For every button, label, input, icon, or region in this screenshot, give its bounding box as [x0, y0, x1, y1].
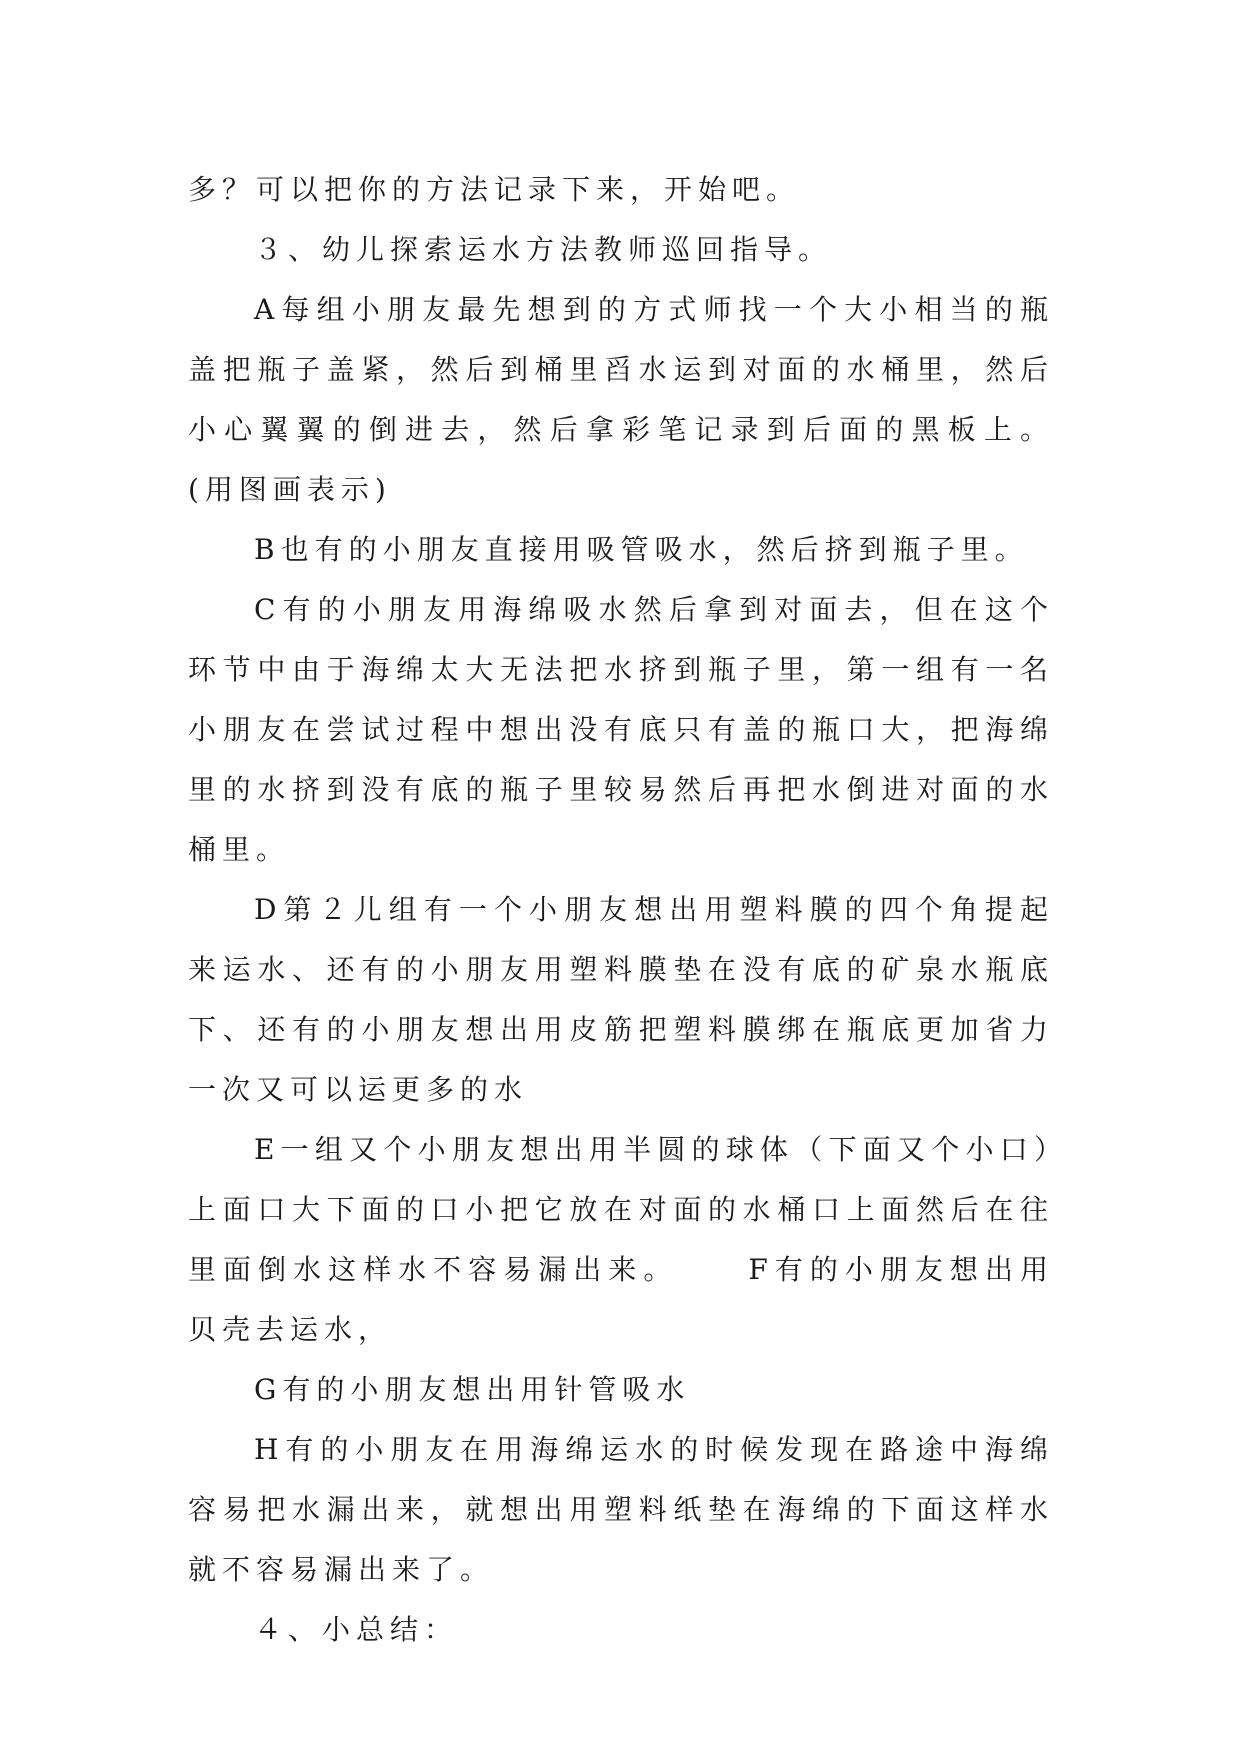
paragraph: C有的小朋友用海绵吸水然后拿到对面去，但在这个环节中由于海绵太大无法把水挤到瓶子里，第一组有一名小朋友在尝试过程中想出没有底只有盖的瓶口大，把海绵里的水挤到没有底的瓶子里较易然后再把水倒进对面的水桶里。 — [188, 593, 1054, 866]
paragraph-part: E一组又个小朋友想出用半圆的球体（下面又个小口）上面口大下面的口小把它放在对面的水桶口上面然后在往里面倒水这样水不容易漏出来。 — [188, 1133, 1054, 1286]
paragraph: A每组小朋友最先想到的方式师找一个大小相当的瓶盖把瓶子盖紧，然后到桶里舀水运到对面的水桶里，然后小心翼翼的倒进去，然后拿彩笔记录到后面的黑板上。(用图画表示) — [188, 293, 1054, 506]
paragraph: H有的小朋友在用海绵运水的时候发现在路途中海绵容易把水漏出来，就想出用塑料纸垫在海绵的下面这样水就不容易漏出来了。 — [188, 1433, 1054, 1586]
paragraph-with-inline — [188, 1120, 1054, 1360]
paragraph: ４、小总结： — [254, 1613, 459, 1646]
paragraph-part: F有的小朋友想出用贝壳去运水， — [188, 1253, 1054, 1346]
paragraph: B也有的小朋友直接用吸管吸水，然后挤到瓶子里。 — [254, 533, 1029, 566]
paragraph: D第２儿组有一个小朋友想出用塑料膜的四个角提起来运水、还有的小朋友用塑料膜垫在没有底的矿泉水瓶底下、还有的小朋友想出用皮筋把塑料膜绑在瓶底更加省力一次又可以运更多的水 — [188, 893, 1054, 1106]
paragraph: G有的小朋友想出用针管吸水 — [254, 1373, 691, 1406]
paragraph: ３、幼儿探索运水方法教师巡回指导。 — [254, 233, 833, 266]
paragraph: 多？可以把你的方法记录下来，开始吧。 — [188, 173, 801, 206]
document-body — [188, 160, 1054, 1660]
